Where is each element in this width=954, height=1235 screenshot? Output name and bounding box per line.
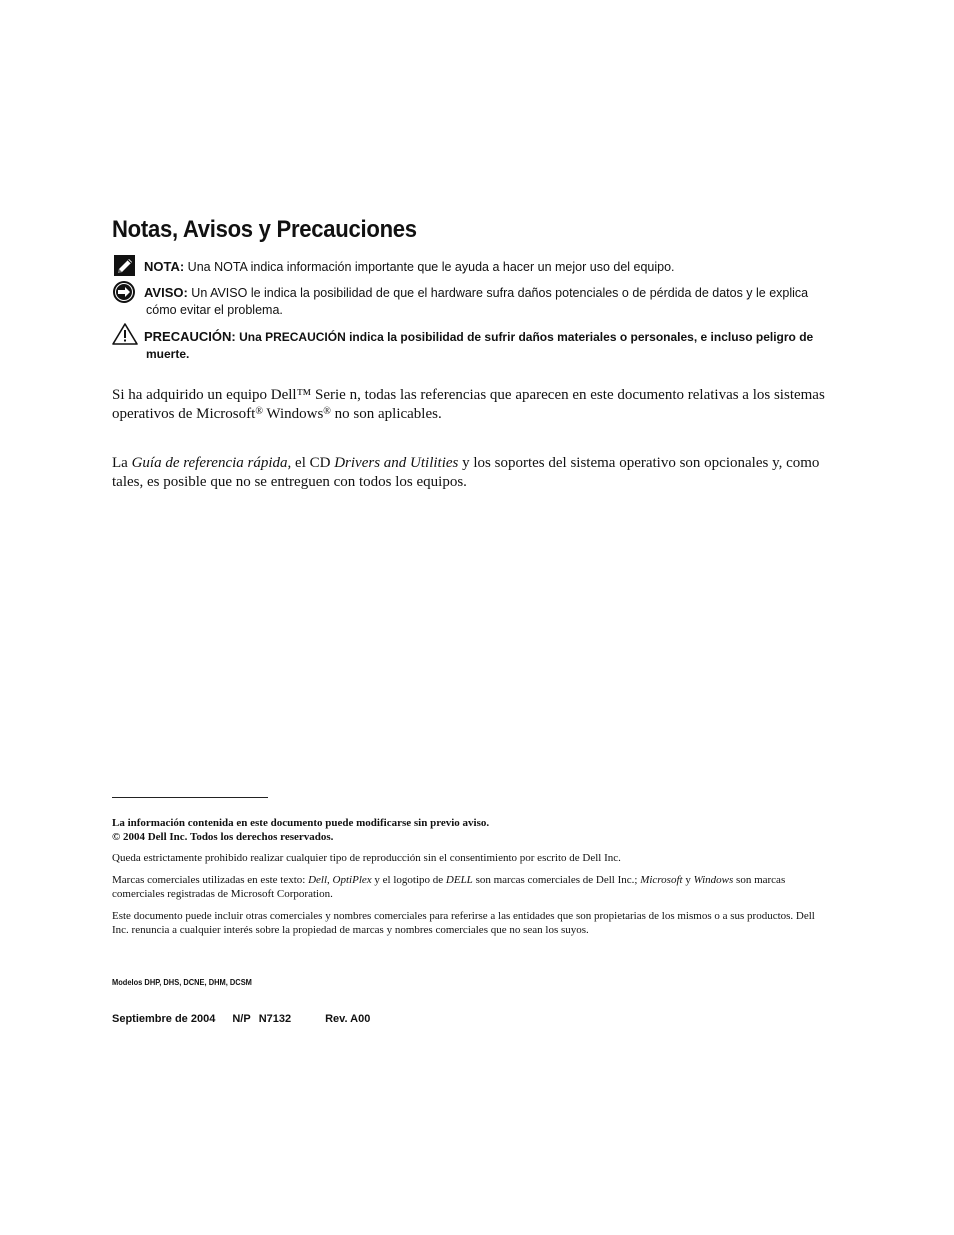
revision: Rev. A00	[325, 1013, 371, 1025]
tm-dell: Dell	[308, 874, 328, 886]
dell-series-n-paragraph	[112, 386, 832, 423]
publication-info	[112, 1013, 370, 1025]
caution-notice	[144, 328, 824, 363]
para1-text-c: no son aplicables.	[330, 405, 442, 422]
part-number: N7132	[258, 1013, 292, 1025]
tm-dell-logo: DELL	[445, 874, 473, 886]
registered-mark: ®	[323, 405, 331, 417]
aviso-label: AVISO:	[144, 285, 188, 300]
optional-media-paragraph	[112, 454, 832, 491]
page-title: Notas, Avisos y Precauciones	[112, 216, 417, 243]
trademarks-notice	[112, 873, 832, 901]
tm-text: y el logotipo de	[371, 874, 446, 886]
para2-text-b: , el CD	[287, 455, 335, 471]
note-text: Una NOTA indica información importante que le ayuda a hacer un mejor uso del equipo.	[184, 260, 675, 274]
aviso-notice	[144, 284, 824, 319]
caution-label: PRECAUCIÓN:	[144, 329, 236, 344]
publication-date: Septiembre de 2004	[112, 1013, 216, 1025]
para1-text-a: Si ha adquirido un equipo Dell™ Serie n, todas las referencias que aparecen en este documento relativas a los sistemas operativos de Microsoft	[112, 387, 825, 422]
warning-triangle-icon	[112, 322, 136, 346]
change-notice-line: La información contenida en este documento puede modificarse sin previo aviso.	[112, 817, 490, 829]
tm-text: ,	[327, 874, 333, 886]
caution-text: Una PRECAUCIÓN indica la posibilidad de sufrir daños materiales o personales, e incluso peligro de	[235, 330, 814, 344]
tm-text: Marcas comerciales utilizadas en este texto:	[112, 874, 309, 886]
legal-header	[112, 816, 832, 844]
registered-mark: ®	[255, 405, 263, 417]
tm-windows: Windows	[693, 874, 734, 886]
para2-text-a: La	[112, 455, 132, 471]
tm-text: son marcas comerciales de Dell Inc.;	[472, 874, 641, 886]
tm-optiplex: OptiPlex	[332, 874, 372, 886]
caution-text-cont: muerte.	[146, 347, 190, 361]
pencil-note-icon	[112, 254, 136, 278]
footnote-divider	[112, 797, 268, 798]
reproduction-notice: Queda estrictamente prohibido realizar cualquier tipo de reproducción sin el consentimiento por escrito de Dell Inc.	[112, 852, 621, 864]
other-trademarks-notice: Este documento puede incluir otras comerciales y nombres comerciales para referirse a las entidades que son propietarias de los mismos o a sus productos. Dell Inc. renuncia a cualquier interés sobre la propiedad de marcas y nombres comerciales que no sean los suyos.	[112, 910, 815, 936]
tm-text: y	[682, 874, 694, 886]
quick-reference-guide-title: Guía de referencia rápida	[131, 455, 288, 471]
aviso-text: Un AVISO le indica la posibilidad de que el hardware sufra daños potenciales o de pérdida de datos y le explica	[187, 286, 809, 300]
tm-microsoft: Microsoft	[640, 874, 683, 886]
stop-arrow-icon	[112, 280, 136, 304]
copyright-line: © 2004 Dell Inc. Todos los derechos reservados.	[112, 831, 334, 843]
drivers-utilities-cd-title: Drivers and Utilities	[334, 455, 459, 471]
aviso-text-cont: cómo evitar el problema.	[146, 303, 283, 317]
part-number-label: N/P	[232, 1013, 251, 1025]
note-label: NOTA:	[144, 259, 185, 274]
para2-text-c: y los soportes del sistema operativo son opcionales y, como tales, es posible que no se entreguen con todos los equipos.	[112, 455, 820, 490]
para1-text-b: Windows	[262, 405, 324, 422]
models-line: Modelos DHP, DHS, DCNE, DHM, DCSM	[112, 977, 252, 987]
tm-text: son marcas comerciales registradas de Microsoft Corporation.	[112, 874, 786, 900]
note-notice	[144, 258, 824, 276]
